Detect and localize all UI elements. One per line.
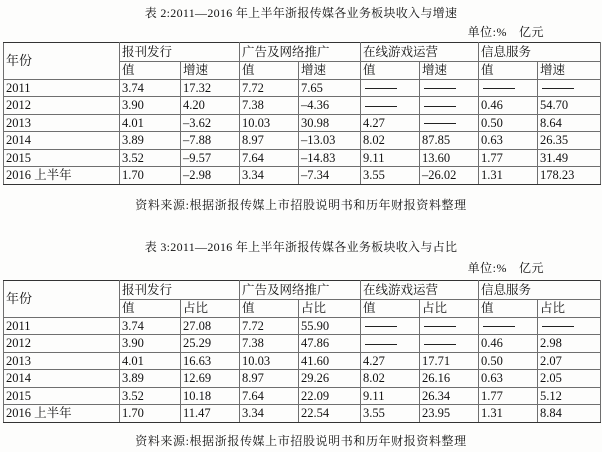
table-row [4,317,601,335]
table2-year-header: 年份 [4,43,120,80]
value-cell: 7.72 [240,317,299,335]
year-cell: 2016 上半年 [4,405,120,423]
value-cell: 4.20 [181,97,240,115]
table2-unit-value: 亿元 [518,25,544,39]
table2-subheader: 增速 [181,62,240,80]
value-cell: 17.32 [181,79,240,97]
value-cell: –26.02 [420,167,479,185]
value-cell: 1.70 [120,167,181,185]
no-data-dash [424,344,456,345]
value-cell: 26.35 [538,132,601,150]
value-cell: –4.36 [299,97,361,115]
table3-group-header: 报刊发行 [120,281,240,300]
table-row [4,97,601,115]
value-cell: 3.90 [120,335,181,353]
table2-subheader: 增速 [299,62,361,80]
value-cell: 0.63 [479,370,538,388]
table2-group-header: 信息服务 [479,43,601,62]
no-data-dash [365,106,397,107]
table3-subheader: 占比 [181,300,240,318]
table2-group-header: 报刊发行 [120,43,240,62]
table3 [3,280,601,423]
value-cell: 8.64 [538,114,601,132]
value-cell: 3.34 [240,405,299,423]
no-data-dash [483,326,515,327]
year-cell: 2012 [4,97,120,115]
value-cell: 2.98 [538,335,601,353]
value-cell: –3.62 [181,114,240,132]
value-cell: 8.97 [240,132,299,150]
value-cell [420,114,479,132]
value-cell: 54.70 [538,97,601,115]
table3-unit-label: 单位:% [467,261,507,275]
table-row [4,352,601,370]
table2 [3,42,601,185]
value-cell: 22.54 [299,405,361,423]
no-data-dash [365,344,397,345]
value-cell [479,317,538,335]
value-cell: –7.88 [181,132,240,150]
value-cell: 3.34 [240,167,299,185]
table-row [4,132,601,150]
table-row [4,114,601,132]
value-cell: 31.49 [538,149,601,167]
value-cell: 3.74 [120,317,181,335]
value-cell: 0.50 [479,114,538,132]
table3-title: 表 3:2011—2016 年上半年浙报传媒各业务板块收入与占比 [144,240,458,254]
year-cell: 2014 [4,370,120,388]
table2-group-header: 在线游戏运营 [361,43,479,62]
year-cell: 2013 [4,352,120,370]
value-cell [361,79,420,97]
year-cell: 2011 [4,79,120,97]
value-cell: 4.27 [361,352,420,370]
value-cell: 25.29 [181,335,240,353]
table3-source-note: 资料来源:根据浙报传媒上市招股说明书和历年财报资料整理 [135,434,467,448]
no-data-dash [483,88,515,89]
value-cell: 10.03 [240,114,299,132]
value-cell: 8.02 [361,370,420,388]
no-data-dash [424,326,456,327]
table3-subheader: 值 [240,300,299,318]
value-cell [420,335,479,353]
value-cell: 17.71 [420,352,479,370]
table2-group-header: 广告及网络推广 [240,43,361,62]
table3-subheader: 占比 [299,300,361,318]
table2-subheader: 值 [479,62,538,80]
table2-subheader: 值 [120,62,181,80]
table-row [4,79,601,97]
table2-subheader: 值 [361,62,420,80]
value-cell: 4.01 [120,352,181,370]
no-data-dash [424,88,456,89]
table3-group-header: 广告及网络推广 [240,281,361,300]
value-cell: 3.55 [361,167,420,185]
no-data-dash [542,326,574,327]
value-cell [420,317,479,335]
value-cell: 0.50 [479,352,538,370]
value-cell: 10.18 [181,387,240,405]
value-cell: 4.01 [120,114,181,132]
table2-subheader: 增速 [420,62,479,80]
year-cell: 2014 [4,132,120,150]
value-cell: 22.09 [299,387,361,405]
value-cell: –13.03 [299,132,361,150]
value-cell: 3.89 [120,370,181,388]
value-cell: 0.46 [479,97,538,115]
value-cell: 9.11 [361,149,420,167]
value-cell [361,97,420,115]
table-row [4,387,601,405]
value-cell: 8.97 [240,370,299,388]
value-cell: 29.26 [299,370,361,388]
value-cell [538,317,601,335]
value-cell: 1.31 [479,167,538,185]
value-cell: 27.08 [181,317,240,335]
table3-subheader: 占比 [420,300,479,318]
table3-unit-value: 亿元 [518,261,544,275]
value-cell: –2.98 [181,167,240,185]
value-cell: 23.95 [420,405,479,423]
table2-unit-label: 单位:% [467,25,507,39]
value-cell: 1.31 [479,405,538,423]
value-cell: 55.90 [299,317,361,335]
value-cell: –14.83 [299,149,361,167]
value-cell: 7.38 [240,335,299,353]
value-cell: 30.98 [299,114,361,132]
table2-title: 表 2:2011—2016 年上半年浙报传媒各业务板块收入与增速 [144,6,458,20]
no-data-dash [424,106,456,107]
table-row [4,167,601,185]
value-cell: 4.27 [361,114,420,132]
value-cell: 41.60 [299,352,361,370]
table2-subheader: 增速 [538,62,601,80]
table3-subheader: 值 [479,300,538,318]
value-cell: 7.38 [240,97,299,115]
value-cell: 16.63 [181,352,240,370]
no-data-dash [542,88,574,89]
table2-subheader: 值 [240,62,299,80]
value-cell: 178.23 [538,167,601,185]
value-cell [479,79,538,97]
value-cell: 3.52 [120,149,181,167]
table3-group-header: 在线游戏运营 [361,281,479,300]
table3-group-header: 信息服务 [479,281,601,300]
value-cell: 9.11 [361,387,420,405]
value-cell: 7.65 [299,79,361,97]
table-row [4,149,601,167]
value-cell: 1.77 [479,387,538,405]
value-cell: 5.12 [538,387,601,405]
value-cell: 7.64 [240,387,299,405]
value-cell: 0.46 [479,335,538,353]
value-cell: 13.60 [420,149,479,167]
table3-subheader: 值 [120,300,181,318]
value-cell: 7.72 [240,79,299,97]
value-cell [420,79,479,97]
value-cell: 3.90 [120,97,181,115]
year-cell: 2015 [4,387,120,405]
value-cell: 47.86 [299,335,361,353]
value-cell: 8.02 [361,132,420,150]
table-row [4,405,601,423]
value-cell: –9.57 [181,149,240,167]
table2-source-note: 资料来源:根据浙报传媒上市招股说明书和历年财报资料整理 [135,198,467,212]
value-cell: 26.16 [420,370,479,388]
table2-unit [468,23,544,40]
value-cell: 2.07 [538,352,601,370]
value-cell: 8.84 [538,405,601,423]
table3-year-header: 年份 [4,281,120,318]
no-data-dash [424,123,456,124]
value-cell: 3.89 [120,132,181,150]
year-cell: 2016 上半年 [4,167,120,185]
year-cell: 2013 [4,114,120,132]
value-cell: 3.55 [361,405,420,423]
table-row [4,370,601,388]
table3-unit [468,259,544,276]
value-cell: 10.03 [240,352,299,370]
no-data-dash [365,326,397,327]
value-cell [538,79,601,97]
year-cell: 2011 [4,317,120,335]
value-cell: 1.77 [479,149,538,167]
no-data-dash [365,88,397,89]
value-cell: 12.69 [181,370,240,388]
value-cell: 3.52 [120,387,181,405]
year-cell: 2012 [4,335,120,353]
value-cell: 26.34 [420,387,479,405]
year-cell: 2015 [4,149,120,167]
table3-subheader: 占比 [538,300,601,318]
value-cell [420,97,479,115]
value-cell: 11.47 [181,405,240,423]
value-cell [361,335,420,353]
value-cell [361,317,420,335]
value-cell: 0.63 [479,132,538,150]
value-cell: 3.74 [120,79,181,97]
value-cell: 2.05 [538,370,601,388]
value-cell: 7.64 [240,149,299,167]
table-row [4,335,601,353]
value-cell: –7.34 [299,167,361,185]
table3-subheader: 值 [361,300,420,318]
value-cell: 1.70 [120,405,181,423]
value-cell: 87.85 [420,132,479,150]
